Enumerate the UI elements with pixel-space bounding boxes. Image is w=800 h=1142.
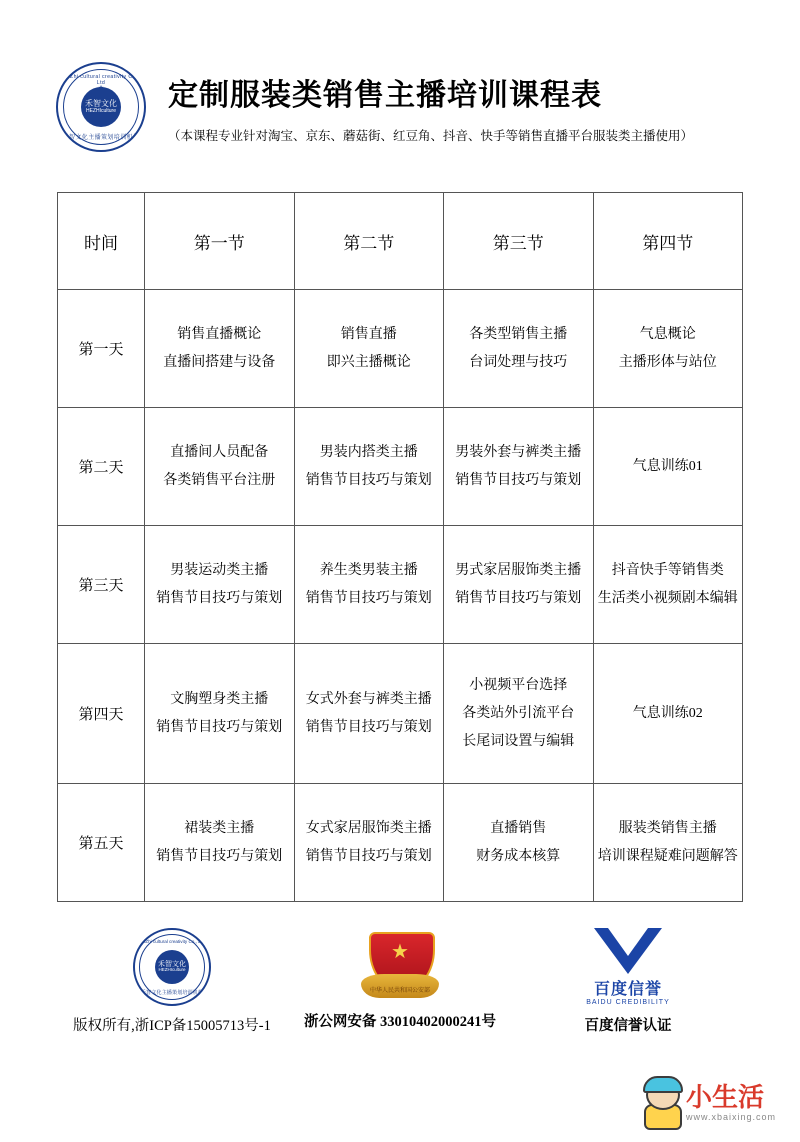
watermark-site-url: www.xbaixing.com (685, 1112, 776, 1122)
schedule-table-wrapper (57, 192, 743, 902)
schedule-table (57, 192, 743, 902)
emblem-star-icon: ★ (391, 941, 409, 963)
row-label-day-4: 第四天 (58, 644, 145, 784)
cell-day2-period1 (145, 408, 295, 526)
footer-baidu-block (514, 928, 742, 1035)
column-header-period-1: 第一节 (145, 193, 295, 290)
cell-line: 各类销售平台注册 (163, 472, 276, 488)
cell-day1-period2 (294, 290, 444, 408)
table-row (58, 644, 743, 784)
cell-line: 男式家居服饰类主播 (455, 562, 582, 578)
cell-day4-period2 (294, 644, 444, 784)
cell-line: 销售节目技巧与策划 (305, 472, 432, 488)
footer-logo-arc-bottom-text: 禾智文化主播策划培训机构 (140, 990, 204, 996)
watermark-text-block (686, 1084, 776, 1122)
title-block (168, 62, 693, 144)
cell-line: 女式外套与裤类主播 (305, 691, 432, 707)
column-header-period-3: 第三节 (444, 193, 594, 290)
cell-day1-period1 (145, 290, 295, 408)
cell-line: 各类站外引流平台 (462, 705, 575, 721)
footer-police-block (286, 928, 514, 1031)
footer-logo-arc-top-text: HeZhi cultural creativity Co., Ltd (139, 939, 205, 944)
cell-line: 销售节目技巧与策划 (305, 719, 432, 735)
cell-line: 台词处理与技巧 (469, 354, 568, 370)
cell-line: 培训课程疑难问题解答 (597, 848, 738, 864)
cell-day1-period3 (444, 290, 594, 408)
cell-line: 气息概论 (639, 326, 696, 342)
cell-line: 销售直播概论 (177, 326, 262, 342)
cell-line: 男装运动类主播 (170, 562, 269, 578)
row-label-day-3: 第三天 (58, 526, 145, 644)
site-watermark (640, 1078, 776, 1128)
baidu-caption: 百度信誉认证 (584, 1018, 672, 1034)
table-head (58, 193, 743, 290)
cell-line: 男装外套与裤类主播 (455, 444, 582, 460)
cell-day2-period4 (593, 408, 743, 526)
company-logo-icon (56, 62, 146, 152)
footer-logo-center-cn: 禾智文化 (158, 960, 186, 968)
cell-day5-period3 (444, 784, 594, 902)
mascot-icon (640, 1078, 682, 1128)
cell-line: 裙装类主播 (184, 820, 255, 836)
footer-logo-center (155, 950, 189, 984)
cell-day3-period1 (145, 526, 295, 644)
logo-arc-top-text: HeZhi cultural creativity Co., Ltd (62, 74, 140, 86)
cell-line: 销售节目技巧与策划 (156, 590, 283, 606)
cell-line: 销售节目技巧与策划 (305, 848, 432, 864)
baidu-v-shape (594, 928, 662, 974)
cell-line: 男装内搭类主播 (319, 444, 418, 460)
cell-day4-period3 (444, 644, 594, 784)
cell-day5-period4 (593, 784, 743, 902)
cell-line: 即兴主播概论 (326, 354, 411, 370)
cell-line: 主播形体与站位 (618, 354, 717, 370)
cell-line: 销售节目技巧与策划 (455, 472, 582, 488)
table-row (58, 408, 743, 526)
cell-day3-period4 (593, 526, 743, 644)
row-label-day-5: 第五天 (58, 784, 145, 902)
cell-day2-period3 (444, 408, 594, 526)
document-header (0, 0, 800, 152)
cell-line: 财务成本核算 (476, 848, 561, 864)
table-row (58, 290, 743, 408)
cell-line: 抖音快手等销售类 (611, 562, 724, 578)
cell-line: 销售节目技巧与策划 (156, 848, 283, 864)
baidu-mark-cn: 百度信誉 (593, 981, 662, 998)
cell-day3-period2 (294, 526, 444, 644)
copyright-text: 版权所有,浙ICP备15005713号-1 (73, 1018, 271, 1034)
cell-line: 气息训练02 (632, 705, 703, 721)
baidu-mark-en: BAIDU CREDIBILITY (586, 999, 670, 1006)
emblem-label: 中华人民共和国公安部 (369, 988, 430, 994)
cell-line: 销售直播 (340, 326, 397, 342)
column-header-period-2: 第二节 (294, 193, 444, 290)
cell-line: 女式家居服饰类主播 (305, 820, 432, 836)
cell-line: 生活类小视频剧本编辑 (597, 590, 738, 606)
table-row (58, 526, 743, 644)
cell-line: 直播间人员配备 (170, 444, 269, 460)
table-header-row (58, 193, 743, 290)
cell-day3-period3 (444, 526, 594, 644)
logo-center-en: HEZHIculture (85, 107, 116, 114)
cell-line: 直播间搭建与设备 (163, 354, 276, 370)
cell-line: 销售节目技巧与策划 (156, 719, 283, 735)
cell-line: 直播销售 (490, 820, 547, 836)
row-label-day-1: 第一天 (58, 290, 145, 408)
table-body (58, 290, 743, 902)
cell-line: 服装类销售主播 (618, 820, 717, 836)
table-row (58, 784, 743, 902)
cell-day1-period4 (593, 290, 743, 408)
cell-line: 销售节目技巧与策划 (455, 590, 582, 606)
footer-row (0, 928, 800, 1035)
cell-day2-period2 (294, 408, 444, 526)
cell-day5-period2 (294, 784, 444, 902)
cell-line: 小视频平台选择 (469, 677, 568, 693)
logo-arc-bottom-text: 禾智文化主播策划培训机构 (62, 135, 140, 141)
row-label-day-2: 第二天 (58, 408, 145, 526)
baidu-credibility-icon[interactable] (563, 928, 693, 1006)
mascot-hat (643, 1076, 683, 1093)
cell-day5-period1 (145, 784, 295, 902)
footer-copyright-block (58, 928, 286, 1035)
document-footer (0, 928, 800, 1068)
logo-center-cn: 禾智文化 (85, 99, 117, 109)
cell-line: 长尾词设置与编辑 (462, 733, 575, 749)
logo-center (81, 87, 121, 127)
watermark-site-name: 小生活 (685, 1082, 764, 1112)
page-subtitle: （本课程专业针对淘宝、京东、蘑菇街、红豆角、抖音、快手等销售直播平台服装类主播使用） (168, 129, 694, 143)
cell-line: 文胸塑身类主播 (170, 691, 269, 707)
cell-line: 气息训练01 (632, 458, 703, 474)
cell-day4-period1 (145, 644, 295, 784)
cell-line: 养生类男装主播 (319, 562, 418, 578)
column-header-period-4: 第四节 (593, 193, 743, 290)
police-record-link[interactable]: 浙公网安备 33010402000241号 (303, 1014, 497, 1030)
police-emblem-icon (361, 928, 439, 1002)
cell-line: 各类型销售主播 (469, 326, 568, 342)
cell-day4-period4 (593, 644, 743, 784)
column-header-time: 时间 (58, 193, 145, 290)
footer-company-logo-icon (133, 928, 211, 1006)
page-title: 定制服装类销售主播培训课程表 (168, 79, 602, 112)
footer-logo-center-en: HEZHIculture (158, 967, 186, 973)
cell-line: 销售节目技巧与策划 (305, 590, 432, 606)
